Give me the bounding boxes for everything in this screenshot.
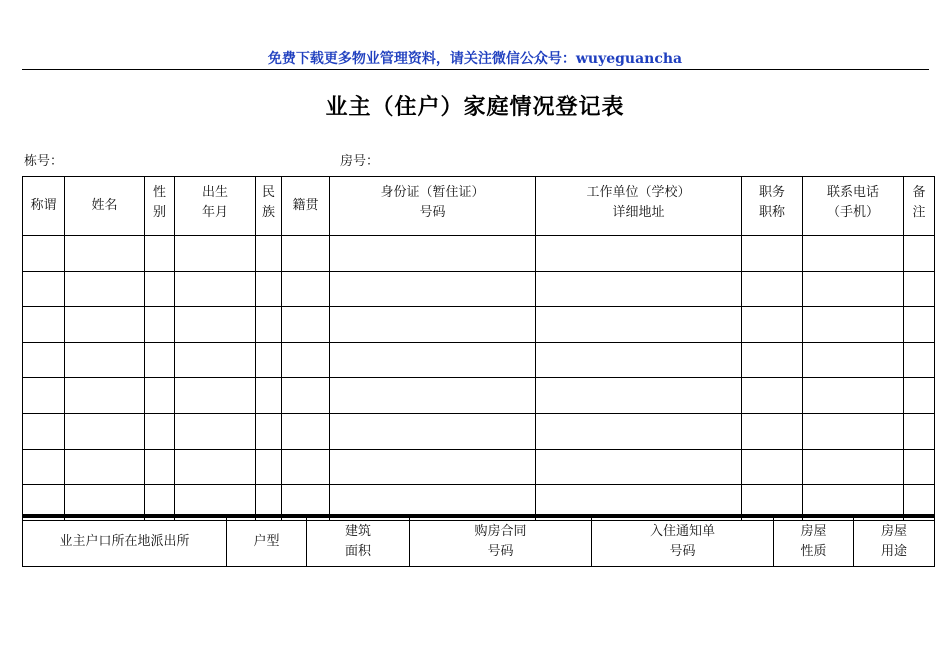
bottom-header-text: 房屋 — [880, 524, 907, 539]
entry-cell[interactable] — [536, 413, 742, 449]
main-header-text: 民 — [261, 185, 275, 200]
entry-cell[interactable] — [23, 342, 65, 378]
entry-cell[interactable] — [536, 236, 742, 272]
main-header-text: 联系电话 — [826, 185, 879, 200]
table-row — [23, 236, 935, 272]
main-header-text: 职称 — [758, 205, 785, 220]
table-row — [23, 378, 935, 414]
entry-cell[interactable] — [256, 236, 282, 272]
bottom-header-cell — [23, 516, 227, 567]
entry-cell[interactable] — [904, 236, 935, 272]
entry-cell[interactable] — [330, 413, 536, 449]
entry-cell[interactable] — [904, 449, 935, 485]
entry-cell[interactable] — [175, 413, 256, 449]
entry-cell[interactable] — [282, 307, 330, 343]
main-header-text: 身份证（暂住证） — [380, 185, 485, 200]
main-header-text: 姓名 — [91, 198, 118, 213]
room-number-label: 房号： — [340, 154, 380, 169]
main-header-cell — [904, 177, 935, 236]
entry-cell[interactable] — [65, 236, 145, 272]
entry-cell[interactable] — [23, 236, 65, 272]
bottom-header-text: 用途 — [880, 544, 907, 559]
bottom-header-text: 户型 — [253, 534, 280, 549]
bottom-header-text: 面积 — [344, 544, 371, 559]
entry-cell[interactable] — [803, 378, 904, 414]
entry-cell[interactable] — [282, 449, 330, 485]
entry-cell[interactable] — [175, 307, 256, 343]
entry-cell[interactable] — [65, 342, 145, 378]
entry-cell[interactable] — [145, 413, 175, 449]
entry-cell[interactable] — [742, 236, 803, 272]
entry-cell[interactable] — [65, 271, 145, 307]
entry-cell[interactable] — [742, 449, 803, 485]
main-header-text: 年月 — [201, 205, 228, 220]
main-header-cell — [536, 177, 742, 236]
main-header-text: 号码 — [419, 205, 446, 220]
entry-cell[interactable] — [803, 413, 904, 449]
entry-cell[interactable] — [330, 378, 536, 414]
entry-cell[interactable] — [904, 413, 935, 449]
main-header-text: 职务 — [758, 185, 785, 200]
entry-cell[interactable] — [904, 342, 935, 378]
main-header-cell — [65, 177, 145, 236]
entry-cell[interactable] — [282, 271, 330, 307]
entry-cell[interactable] — [23, 307, 65, 343]
entry-cell[interactable] — [23, 413, 65, 449]
entry-cell[interactable] — [742, 378, 803, 414]
entry-cell[interactable] — [904, 378, 935, 414]
entry-cell[interactable] — [256, 378, 282, 414]
entry-cell[interactable] — [65, 307, 145, 343]
bottom-header-text: 号码 — [487, 544, 514, 559]
entry-cell[interactable] — [742, 307, 803, 343]
main-header-text: 籍贯 — [292, 198, 319, 213]
bottom-header-cell — [854, 516, 935, 567]
entry-cell[interactable] — [742, 413, 803, 449]
entry-cell[interactable] — [65, 413, 145, 449]
main-header-cell — [282, 177, 330, 236]
entry-cell[interactable] — [23, 271, 65, 307]
entry-cell[interactable] — [145, 449, 175, 485]
entry-cell[interactable] — [330, 307, 536, 343]
bottom-header-text: 业主户口所在地派出所 — [59, 534, 190, 549]
promo-banner: 免费下载更多物业管理资料，请关注微信公众号：wuyeguancha — [267, 51, 683, 67]
main-header-text: 称谓 — [30, 198, 57, 213]
entry-cell[interactable] — [175, 342, 256, 378]
entry-cell[interactable] — [742, 271, 803, 307]
entry-cell[interactable] — [65, 378, 145, 414]
entry-cell[interactable] — [23, 449, 65, 485]
entry-cell[interactable] — [282, 342, 330, 378]
entry-cell[interactable] — [145, 342, 175, 378]
main-header-cell — [175, 177, 256, 236]
entry-cell[interactable] — [904, 271, 935, 307]
bottom-header-cell — [227, 516, 307, 567]
bottom-header-text: 建筑 — [344, 524, 371, 539]
entry-cell[interactable] — [803, 449, 904, 485]
table-row — [23, 271, 935, 307]
main-header-text: 出生 — [201, 185, 228, 200]
entry-cell[interactable] — [803, 271, 904, 307]
entry-cell[interactable] — [282, 378, 330, 414]
entry-cell[interactable] — [536, 271, 742, 307]
entry-cell[interactable] — [742, 342, 803, 378]
entry-cell[interactable] — [330, 449, 536, 485]
table-row — [23, 449, 935, 485]
entry-cell[interactable] — [803, 342, 904, 378]
entry-cell[interactable] — [256, 271, 282, 307]
table-row — [23, 307, 935, 343]
main-header-text: 详细地址 — [612, 205, 665, 220]
main-header-text: 性 — [152, 185, 166, 200]
bottom-header-text: 房屋 — [800, 524, 827, 539]
entry-cell[interactable] — [330, 342, 536, 378]
entry-cell[interactable] — [330, 271, 536, 307]
main-header-text: 备 — [912, 185, 926, 200]
entry-cell[interactable] — [536, 307, 742, 343]
main-header-cell — [330, 177, 536, 236]
entry-cell[interactable] — [175, 236, 256, 272]
main-header-text: 注 — [912, 205, 926, 220]
entry-cell[interactable] — [536, 342, 742, 378]
main-header-text: 族 — [261, 205, 275, 220]
entry-cell[interactable] — [282, 236, 330, 272]
main-header-cell — [23, 177, 65, 236]
entry-cell[interactable] — [256, 449, 282, 485]
bottom-header-text: 入住通知单 — [649, 524, 715, 539]
main-header-cell — [256, 177, 282, 236]
bottom-header-cell — [774, 516, 854, 567]
entry-cell[interactable] — [803, 307, 904, 343]
entry-cell[interactable] — [175, 271, 256, 307]
table-row — [23, 413, 935, 449]
bottom-header-row — [23, 516, 935, 567]
entry-cell[interactable] — [282, 413, 330, 449]
entry-cell[interactable] — [145, 307, 175, 343]
property-info-table — [22, 514, 935, 567]
entry-cell[interactable] — [256, 342, 282, 378]
entry-cell[interactable] — [175, 449, 256, 485]
entry-cell[interactable] — [536, 449, 742, 485]
page-title: 业主（住户）家庭情况登记表 — [325, 94, 625, 120]
entry-cell[interactable] — [145, 236, 175, 272]
header-divider — [22, 69, 929, 70]
main-header-cell — [803, 177, 904, 236]
main-header-cell — [145, 177, 175, 236]
entry-cell[interactable] — [65, 449, 145, 485]
entry-cell[interactable] — [145, 271, 175, 307]
bottom-header-text: 购房合同 — [474, 524, 527, 539]
bottom-header-cell — [410, 516, 592, 567]
building-number-label: 栋号： — [24, 154, 64, 169]
entry-cell[interactable] — [904, 307, 935, 343]
main-header-row — [23, 177, 935, 236]
entry-cell[interactable] — [256, 307, 282, 343]
main-header-text: 工作单位（学校） — [586, 185, 691, 200]
main-header-text: （手机） — [826, 205, 879, 220]
bottom-header-cell — [592, 516, 774, 567]
entry-cell[interactable] — [330, 236, 536, 272]
bottom-header-cell — [307, 516, 410, 567]
bottom-header-text: 号码 — [669, 544, 696, 559]
main-header-text: 别 — [152, 205, 166, 220]
entry-cell[interactable] — [803, 236, 904, 272]
entry-cell[interactable] — [256, 413, 282, 449]
bottom-header-text: 性质 — [800, 544, 827, 559]
household-info-table — [22, 176, 935, 521]
entry-cell[interactable] — [23, 378, 65, 414]
entry-cell[interactable] — [175, 378, 256, 414]
table-row — [23, 342, 935, 378]
entry-cell[interactable] — [536, 378, 742, 414]
entry-cell[interactable] — [145, 378, 175, 414]
main-header-cell — [742, 177, 803, 236]
